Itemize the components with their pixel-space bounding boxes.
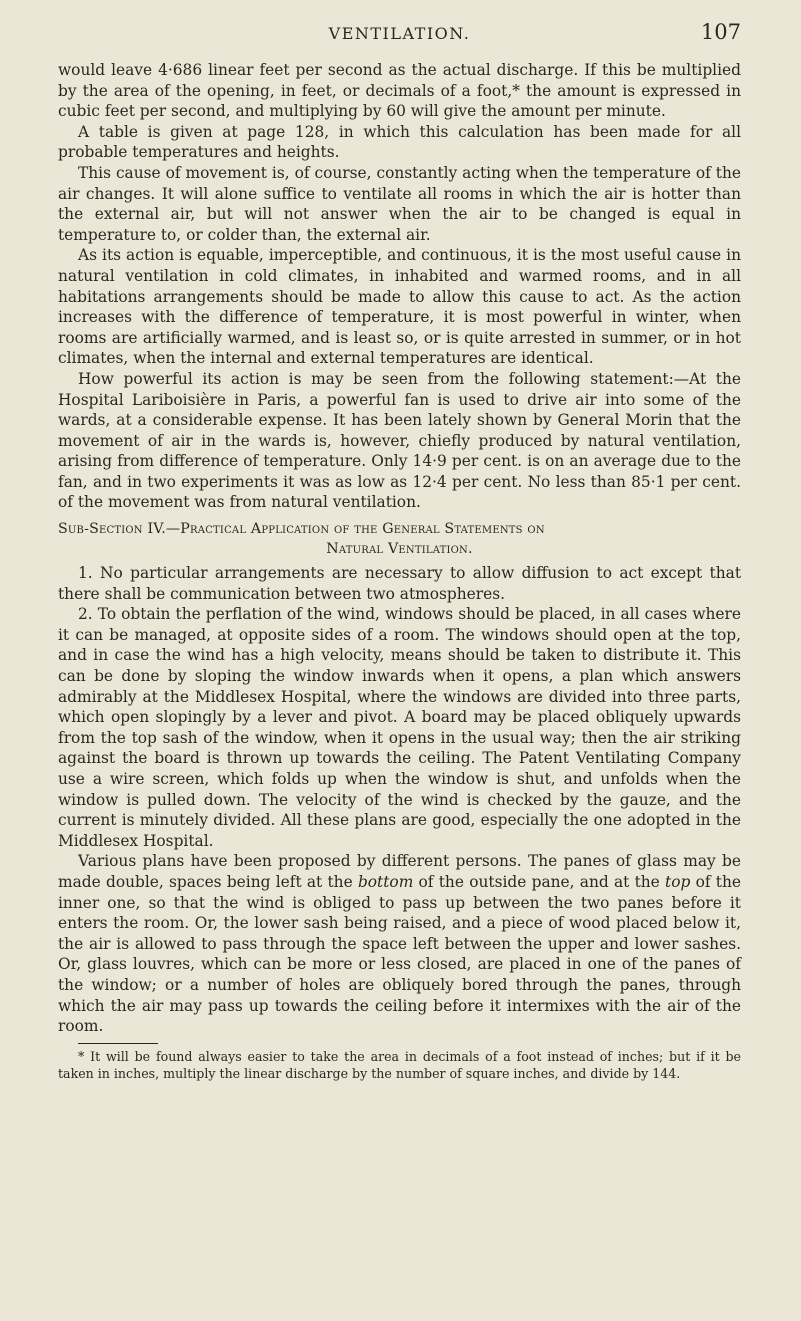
numbered-paragraph: 1. No particular arrangements are necessary to allow diffusion to act except that there shall be communication between two atmospheres. <box>58 564 741 603</box>
emphasis-top: top <box>665 872 691 891</box>
running-head: VENTILATION. <box>328 24 471 43</box>
text-run: of the inner one, so that the wind is obliged to pass up between the two panes before it enters the room. Or, the lower sash being raised, and a piece of wood placed below it, the air is allowed to pass through the space left between the upper and lower sashes. Or, glass louvres, which can be more or less closed, are placed in one of the panes of the window; or a number of holes are obliquely bored through the panes, through which the air may pass up towards the ceiling before it intermixes with the air of the room. <box>58 872 742 1036</box>
paragraph: This cause of movement is, of course, constantly acting when the temperature of the air changes. It will alone suffice to ventilate all rooms in which the air is hotter than the external air, but will not answer when the air to be changed is equal in temperature to, or colder than, the external air. <box>58 163 741 244</box>
section-heading-line1: Sub-Section IV.—Practical Application of the General Statements on <box>58 521 545 538</box>
section-heading-line2: Natural Ventilation. <box>326 541 473 558</box>
footnote-rule <box>78 1043 158 1044</box>
text-run: of the outside pane, and at the <box>413 872 666 891</box>
page-number: 107 <box>700 20 741 44</box>
footnote: * It will be found always easier to take the area in decimals of a foot instead of inches; but if it be taken in inches, multiply the linear discharge by the number of square inches, and divide by 144. <box>58 1048 741 1081</box>
paragraph: would leave 4·686 linear feet per second as the actual discharge. If this be multiplied by the area of the opening, in feet, or decimals of a foot,* the amount is expressed in cubic feet per second, and multiplying by 60 will give the amount per minute. <box>58 61 741 121</box>
emphasis-bottom: bottom <box>357 872 414 891</box>
paragraph: A table is given at page 128, in which this calculation has been made for all probable temperatures and heights. <box>58 122 741 162</box>
numbered-paragraph: 2. To obtain the perflation of the wind, windows should be placed, in all cases where it can be managed, at opposite sides of a room. The windows should open at the top, and in case the wind has a high velocity, means should be taken to distribute it. This can be done by sloping the window inwards when it opens, a plan which answers admirably at the Middlesex Hospital, where the windows are divided into three parts, which open slopingly by a lever and pivot. A board may be placed obliquely upwards from the top sash of the window, when it opens in the usual way; then the air striking against the board is thrown up towards the ceiling. The Patent Ventilating Company use a wire screen, which folds up when the window is shut, and unfolds when the window is pulled down. The velocity of the wind is checked by the gauze, and the current is minutely divided. All these plans are good, especially the one adopted in the Middlesex Hospital. <box>58 605 741 850</box>
section-heading <box>58 519 741 559</box>
body-text <box>58 60 741 1037</box>
paragraph-various-plans <box>58 851 741 1036</box>
paragraph: As its action is equable, imperceptible, and continuous, it is the most useful cause in natural ventilation in cold climates, in inhabited and warmed rooms, and in all habitations arrangements should be made to allow this cause to act. As the action increases with the difference of temperature, it is most powerful in winter, when rooms are artificially warmed, and is least so, or is quite arrested in summer, or in hot climates, when the internal and external temperatures are identical. <box>58 246 741 368</box>
paragraph: How powerful its action is may be seen from the following statement:—At the Hospital Lariboisière in Paris, a powerful fan is used to drive air into some of the wards, at a considerable expense. It has been lately shown by General Morin that the movement of air in the wards is, however, chiefly produced by natural ventilation, arising from difference of temperature. Only 14·9 per cent. is on an average due to the fan, and in two experiments it was as low as 12·4 per cent. No less than 85·1 per cent. of the movement was from natural ventilation. <box>58 369 741 512</box>
page-header <box>58 20 741 60</box>
text-run: Various plans have been proposed by different persons. The panes of glass may be made double, spaces being left at the <box>58 852 741 891</box>
